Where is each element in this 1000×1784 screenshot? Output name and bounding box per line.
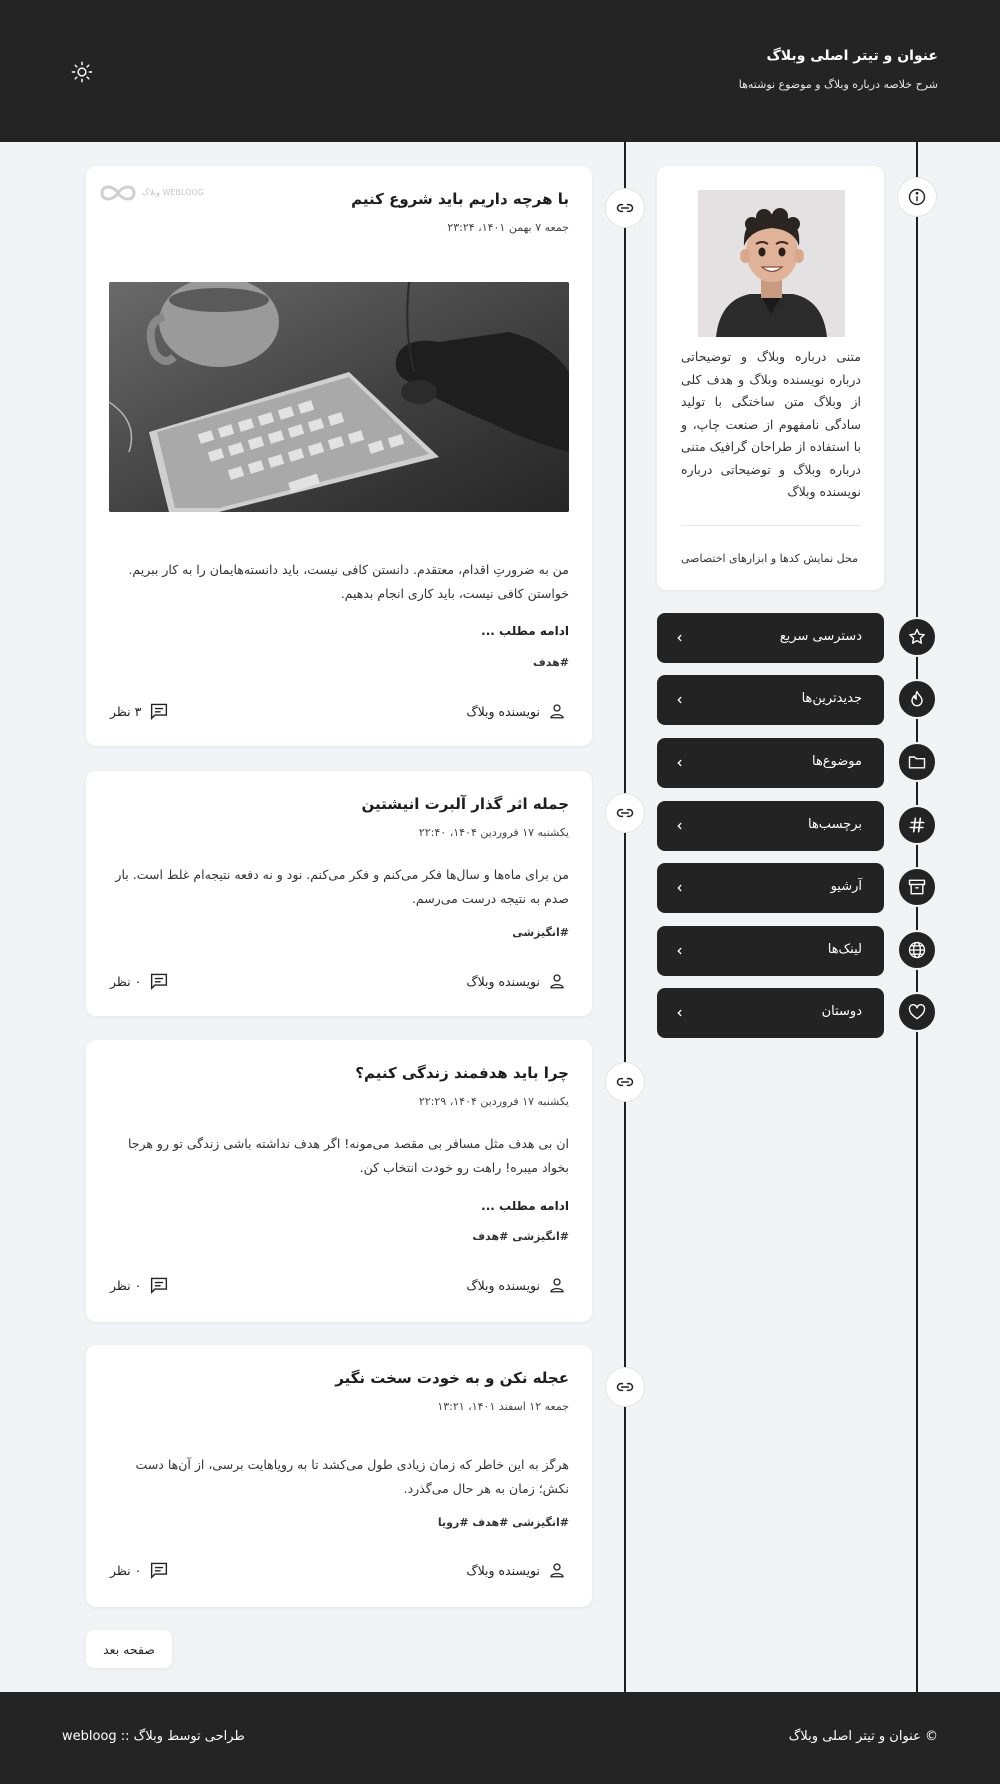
user-icon bbox=[548, 702, 566, 720]
comment-icon bbox=[149, 702, 169, 720]
menu-label: لینک‌ها bbox=[827, 942, 862, 957]
menu-tags[interactable] bbox=[657, 801, 884, 851]
chevron-left-icon bbox=[673, 881, 687, 895]
comments-count: ۰ نظر bbox=[110, 1562, 142, 1578]
sidebar-timeline-line bbox=[916, 142, 918, 1692]
post-author[interactable] bbox=[466, 972, 566, 990]
menu-label: جدیدترین‌ها bbox=[801, 691, 862, 706]
infinity-logo-icon bbox=[98, 182, 138, 204]
post-date: یکشنبه ۱۷ فروردین ۱۴۰۴، ۲۲:۲۹ bbox=[418, 1095, 569, 1108]
post-comments[interactable] bbox=[110, 1276, 169, 1294]
post-excerpt: هرگز به این خاطر که زمان زیادی طول می‌کشد تا به رویاهایت برسی، از آن‌ها دست نکش؛ زمان به هر حال می‌گذرد. bbox=[135, 1457, 569, 1496]
chevron-left-icon bbox=[673, 693, 687, 707]
chevron-left-icon bbox=[673, 756, 687, 770]
menu-archive[interactable] bbox=[657, 863, 884, 913]
post-tags[interactable]: #انگیزشی #هدف bbox=[472, 1230, 569, 1243]
post-card bbox=[86, 771, 592, 1016]
watermark-text: وبلاگ WEBLOOG bbox=[142, 188, 204, 197]
chevron-left-icon bbox=[673, 1006, 687, 1020]
menu-quick-access[interactable] bbox=[657, 613, 884, 663]
post-comments[interactable] bbox=[110, 702, 169, 720]
post-image bbox=[109, 282, 569, 512]
comment-icon bbox=[149, 1276, 169, 1294]
footer-copyright: © عنوان و تیتر اصلی وبلاگ bbox=[788, 1729, 938, 1744]
link-icon bbox=[615, 1377, 635, 1397]
keyboard-photo bbox=[109, 282, 569, 512]
folder-icon bbox=[907, 752, 927, 772]
post-permalink-button[interactable] bbox=[605, 188, 645, 228]
post-excerpt: من به ضرورتِ اقدام، معتقدم. دانستن کافی نیست، باید دانسته‌هایمان را به کار ببریم. خواستن کافی نیست، باید کاری انجام بدهیم. bbox=[128, 562, 569, 601]
read-more-link[interactable]: ادامه مطلب ... bbox=[481, 1199, 569, 1213]
post-title[interactable]: با هرچه داریم باید شروع کنیم bbox=[351, 190, 569, 208]
info-icon bbox=[907, 187, 927, 207]
comments-count: ۰ نظر bbox=[110, 973, 142, 989]
post-comments[interactable] bbox=[110, 972, 169, 990]
about-divider bbox=[681, 525, 861, 526]
post-card bbox=[86, 166, 592, 746]
post-date: جمعه ۱۲ اسفند ۱۴۰۱، ۱۳:۲۱ bbox=[437, 1400, 569, 1413]
post-permalink-button[interactable] bbox=[605, 1062, 645, 1102]
flame-icon bbox=[907, 689, 927, 709]
post-tags[interactable]: #انگیزشی bbox=[512, 926, 569, 939]
custom-tools-area: محل نمایش کدها و ابزارهای اختصاصی bbox=[680, 552, 858, 565]
post-title[interactable]: چرا باید هدفمند زندگی کنیم؟ bbox=[355, 1064, 569, 1082]
comments-count: ۰ نظر bbox=[110, 1277, 142, 1293]
menu-icon-badge bbox=[897, 617, 937, 657]
menu-icon-badge bbox=[897, 742, 937, 782]
post-author[interactable] bbox=[466, 1276, 566, 1294]
post-permalink-button[interactable] bbox=[605, 1367, 645, 1407]
comments-count: ۳ نظر bbox=[110, 703, 142, 719]
avatar-illustration bbox=[698, 190, 845, 337]
comment-icon bbox=[149, 1561, 169, 1579]
site-subtitle: شرح خلاصه درباره وبلاگ و موضوع نوشته‌ها bbox=[738, 78, 938, 91]
menu-icon-badge bbox=[897, 679, 937, 719]
menu-icon-badge bbox=[897, 805, 937, 845]
link-icon bbox=[615, 198, 635, 218]
author-name: نویسنده وبلاگ bbox=[466, 1562, 540, 1578]
about-text: متنی درباره وبلاگ و توضیحاتی درباره نویسنده وبلاگ و هدف کلی از وبلاگ متن ساختگی با تولید سادگی نامفهوم از صنعت چاپ، و با استفاده از طراحان گرافیک متنی درباره وبلاگ و توضیحاتی درباره نویسنده وبلاگ bbox=[681, 349, 861, 499]
author-name: نویسنده وبلاگ bbox=[466, 1277, 540, 1293]
post-tags[interactable]: #هدف bbox=[533, 656, 569, 669]
hash-icon bbox=[907, 815, 927, 835]
post-title[interactable]: جمله اثر گذار آلبرت انیشتین bbox=[361, 795, 569, 813]
post-excerpt: من برای ماه‌ها و سال‌ها فکر می‌کنم و فکر می‌کنم. نود و نه دفعه نتیجه‌ام غلط است. بار صدم به نتیجه درست می‌رسم. bbox=[115, 867, 569, 906]
menu-label: موضوع‌ها bbox=[811, 754, 862, 769]
menu-icon-badge bbox=[897, 867, 937, 907]
about-card bbox=[657, 166, 884, 590]
theme-toggle-button[interactable] bbox=[68, 58, 96, 86]
post-excerpt: ان بی هدف مثل مسافر بی مقصد می‌مونه! اگر هدف نداشته باشی زندگی تو رو هرجا بخواد میبره! راهت رو خودت انتخاب کن. bbox=[127, 1136, 569, 1175]
menu-label: دوستان bbox=[821, 1004, 862, 1019]
site-title[interactable]: عنوان و تیتر اصلی وبلاگ bbox=[766, 48, 938, 64]
chevron-left-icon bbox=[673, 631, 687, 645]
webloog-watermark bbox=[98, 182, 204, 204]
post-author[interactable] bbox=[466, 702, 566, 720]
author-name: نویسنده وبلاگ bbox=[466, 973, 540, 989]
user-icon bbox=[548, 1561, 566, 1579]
menu-topics[interactable] bbox=[657, 738, 884, 788]
chevron-left-icon bbox=[673, 944, 687, 958]
archive-icon bbox=[907, 877, 927, 897]
menu-links[interactable] bbox=[657, 926, 884, 976]
post-author[interactable] bbox=[466, 1561, 566, 1579]
link-icon bbox=[615, 803, 635, 823]
post-tags[interactable]: #انگیزشی #هدف #رویا bbox=[437, 1516, 569, 1529]
user-icon bbox=[548, 1276, 566, 1294]
next-page-button[interactable]: صفحه بعد bbox=[86, 1630, 172, 1668]
avatar bbox=[698, 190, 845, 337]
menu-latest[interactable] bbox=[657, 675, 884, 725]
author-name: نویسنده وبلاگ bbox=[466, 703, 540, 719]
site-header bbox=[0, 0, 1000, 142]
chevron-left-icon bbox=[673, 819, 687, 833]
sun-icon bbox=[71, 61, 93, 83]
read-more-link[interactable]: ادامه مطلب ... bbox=[481, 624, 569, 638]
user-icon bbox=[548, 972, 566, 990]
post-card bbox=[86, 1040, 592, 1322]
site-footer bbox=[0, 1692, 1000, 1784]
post-comments[interactable] bbox=[110, 1561, 169, 1579]
menu-icon-badge bbox=[897, 992, 937, 1032]
post-title[interactable]: عجله نکن و به خودت سخت نگیر bbox=[335, 1369, 569, 1387]
posts-timeline-line bbox=[624, 142, 626, 1692]
menu-label: دسترسی سریع bbox=[779, 629, 862, 644]
menu-label: برچسب‌ها bbox=[807, 817, 862, 832]
post-date: یکشنبه ۱۷ فروردین ۱۴۰۴، ۲۲:۴۰ bbox=[418, 826, 569, 839]
menu-friends[interactable] bbox=[657, 988, 884, 1038]
post-card bbox=[86, 1345, 592, 1607]
globe-icon bbox=[907, 940, 927, 960]
about-info-badge bbox=[897, 177, 937, 217]
post-permalink-button[interactable] bbox=[605, 793, 645, 833]
star-icon bbox=[907, 627, 927, 647]
footer-design-credit[interactable]: طراحی توسط وبلاگ :: webloog bbox=[62, 1729, 245, 1744]
menu-icon-badge bbox=[897, 930, 937, 970]
post-date: جمعه ۷ بهمن ۱۴۰۱، ۲۳:۲۴ bbox=[447, 221, 569, 234]
comment-icon bbox=[149, 972, 169, 990]
heart-icon bbox=[907, 1002, 927, 1022]
link-icon bbox=[615, 1072, 635, 1092]
menu-label: آرشیو bbox=[830, 879, 862, 894]
